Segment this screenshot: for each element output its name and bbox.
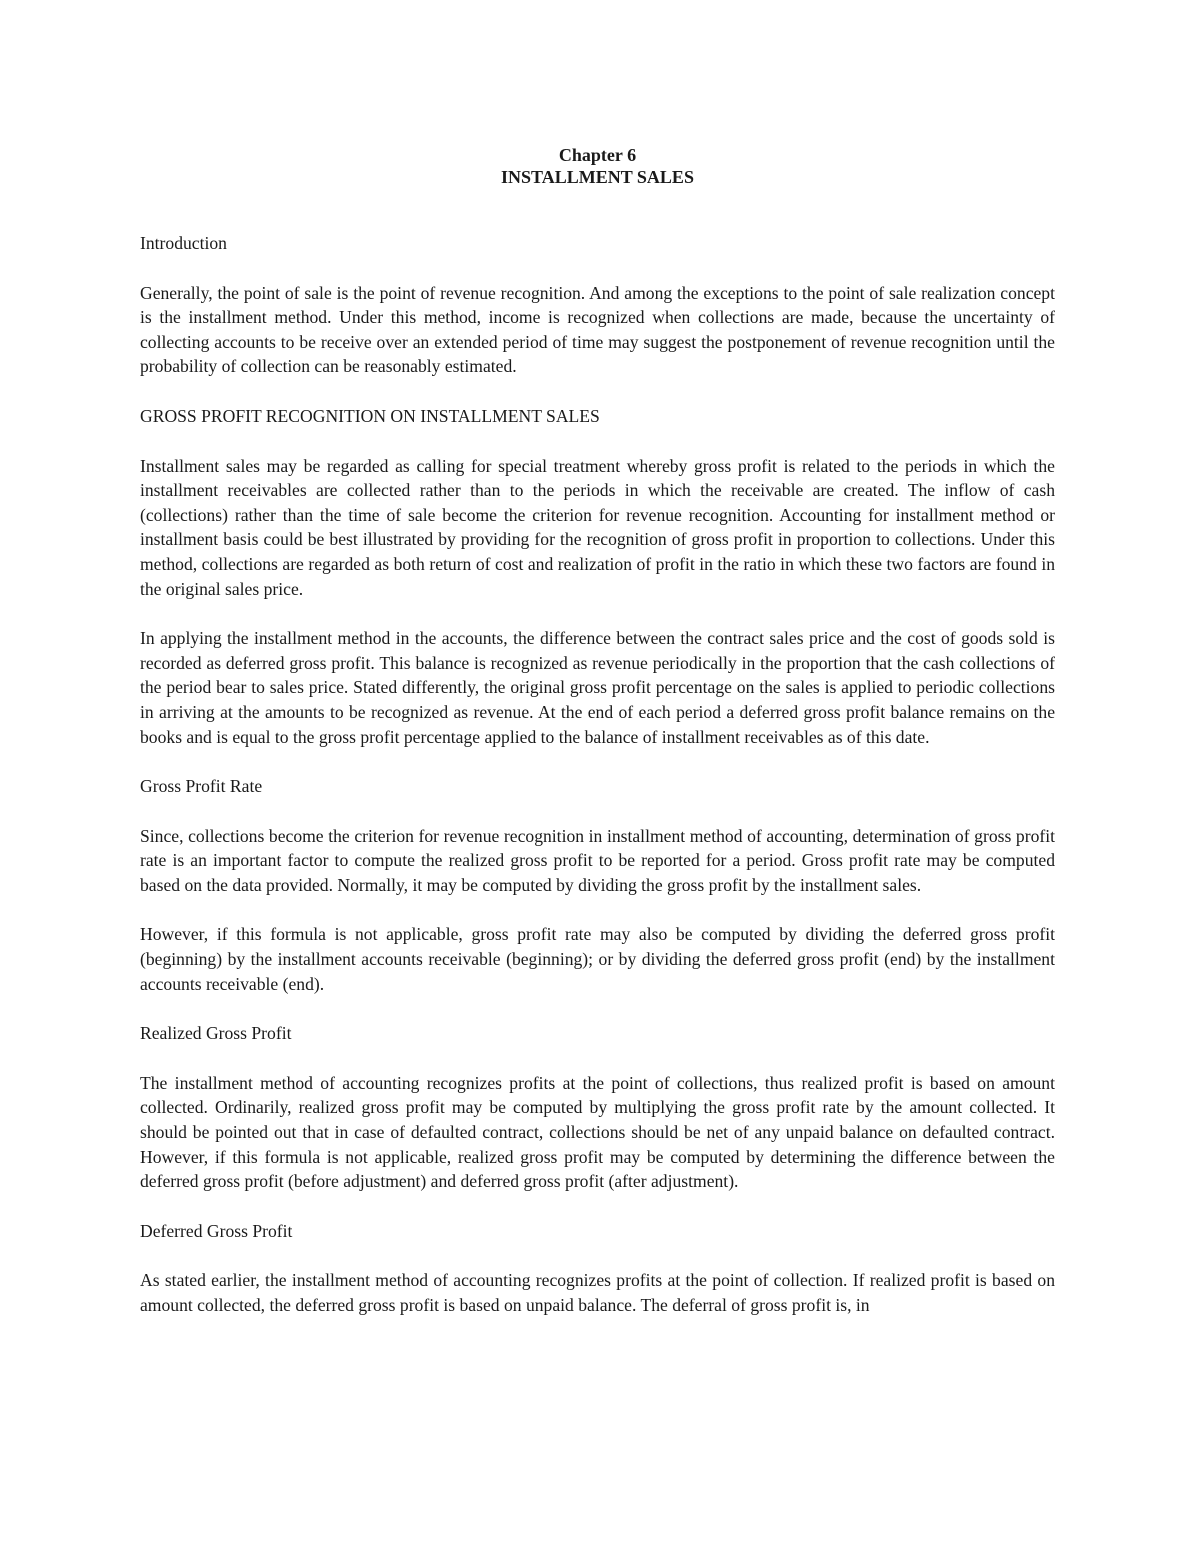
section-heading-realized-gross-profit: Realized Gross Profit xyxy=(140,1023,292,1044)
section-heading-gross-profit-rate: Gross Profit Rate xyxy=(140,776,263,797)
section-heading-gross-profit-recognition: GROSS PROFIT RECOGNITION ON INSTALLMENT SALES xyxy=(140,405,600,426)
chapter-title xyxy=(140,144,1055,188)
chapter-name: INSTALLMENT SALES xyxy=(501,167,694,187)
chapter-number: Chapter 6 xyxy=(558,145,637,165)
paragraph-gross-profit-recognition-1: Installment sales may be regarded as calling for special treatment whereby gross profit is related to the periods in which the installment receivables are collected rather than to the periods in which the receivable are created. The inflow of cash (collections) rather than the time of sale become the criterion for revenue recognition. Accounting for installment method or installment basis could be best illustrated by providing for the recognition of gross profit in proportion to collections. Under this method, collections are regarded as both return of cost and realization of profit in the ratio in which these two factors are found in the original sales price. xyxy=(140,455,1055,599)
document-page xyxy=(140,140,1055,1318)
section-heading-introduction: Introduction xyxy=(140,233,227,253)
paragraph-realized-gross-profit: The installment method of accounting recognizes profits at the point of collections, thus realized profit is based on amount collected. Ordinarily, realized gross profit may be computed by multiplying the gross profit rate by the amount collected. It should be pointed out that in case of defaulted contract, collections should be net of any unpaid balance on defaulted contract. However, if this formula is not applicable, realized gross profit may be computed by determining the difference between the deferred gross profit (before adjustment) and deferred gross profit (after adjustment). xyxy=(140,1072,1055,1192)
section-heading-deferred-gross-profit: Deferred Gross Profit xyxy=(140,1220,293,1241)
paragraph-gross-profit-rate-2: However, if this formula is not applicable, gross profit rate may also be computed by dividing the deferred gross profit (beginning) by the installment accounts receivable (beginning); or by dividing the deferred gross profit (end) by the installment accounts receivable (end). xyxy=(140,924,1055,994)
paragraph-introduction: Generally, the point of sale is the point of revenue recognition. And among the exceptions to the point of sale realization concept is the installment method. Under this method, income is recognized when collections are made, because the uncertainty of collecting accounts to be receive over an extended period of time may suggest the postponement of revenue recognition until the probability of collection can be reasonably estimated. xyxy=(140,282,1055,377)
paragraph-gross-profit-recognition-2: In applying the installment method in the accounts, the difference between the contract sales price and the cost of goods sold is recorded as deferred gross profit. This balance is recognized as revenue periodically in the proportion that the cash collections of the period bear to sales price. Stated differently, the original gross profit percentage on the sales is applied to periodic collections in arriving at the amounts to be recognized as revenue. At the end of each period a deferred gross profit balance remains on the books and is equal to the gross profit percentage applied to the balance of installment receivables as of this date. xyxy=(140,628,1055,747)
paragraph-deferred-gross-profit: As stated earlier, the installment method of accounting recognizes profits at the point of collection. If realized profit is based on amount collected, the deferred gross profit is based on unpaid balance. The deferral of gross profit is, in xyxy=(140,1270,1055,1315)
paragraph-gross-profit-rate-1: Since, collections become the criterion for revenue recognition in installment method of accounting, determination of gross profit rate is an important factor to compute the realized gross profit to be reported for a period. Gross profit rate may be computed based on the data provided. Normally, it may be computed by dividing the gross profit by the installment sales. xyxy=(140,825,1055,895)
